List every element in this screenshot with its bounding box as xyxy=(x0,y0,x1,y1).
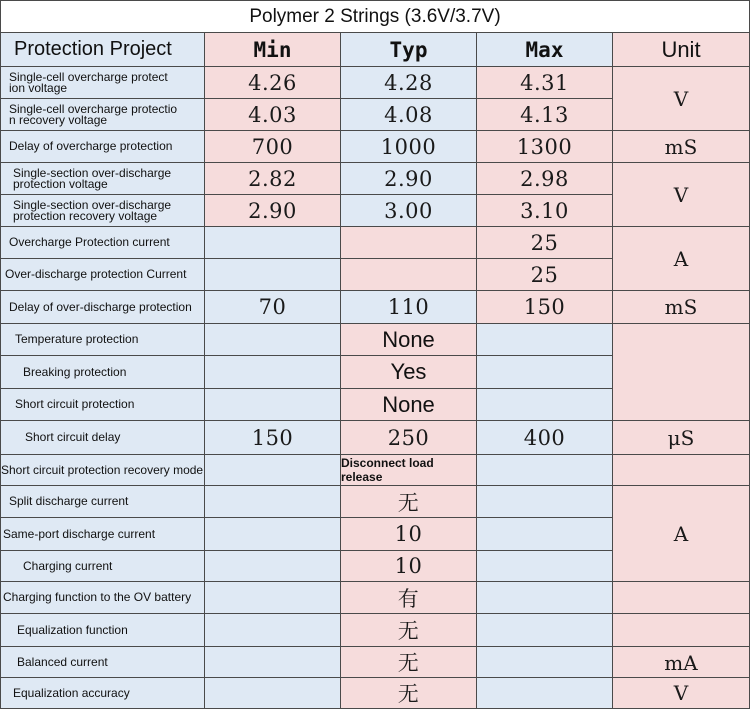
unit-cell: V xyxy=(613,67,750,131)
row-min-value: 70 xyxy=(205,291,341,324)
row-min-value xyxy=(205,582,341,614)
row-label: Over-discharge protection Current xyxy=(0,259,205,291)
row-typ-value: 10 xyxy=(341,518,477,551)
row-min-value: 150 xyxy=(205,421,341,455)
row-min-value xyxy=(205,227,341,259)
row-min-value xyxy=(205,389,341,421)
unit-cell: A xyxy=(613,486,750,582)
row-max-value xyxy=(477,551,613,582)
row-min-value xyxy=(205,614,341,647)
row-max-value xyxy=(477,486,613,518)
row-label: Charging function to the OV battery xyxy=(0,582,205,614)
row-max-value xyxy=(477,389,613,421)
row-min-value: 4.26 xyxy=(205,67,341,99)
row-min-value: 700 xyxy=(205,131,341,163)
row-typ-value: 4.28 xyxy=(341,67,477,99)
row-max-value: 25 xyxy=(477,259,613,291)
unit-cell xyxy=(613,324,750,421)
unit-cell: mS xyxy=(613,131,750,163)
row-typ-value: 无 xyxy=(341,486,477,518)
row-min-value xyxy=(205,259,341,291)
unit-cell: μS xyxy=(613,421,750,455)
row-label: Breaking protection xyxy=(0,356,205,389)
unit-cell: V xyxy=(613,678,750,709)
row-typ-value: 3.00 xyxy=(341,195,477,227)
row-typ-value: 110 xyxy=(341,291,477,324)
unit-cell: V xyxy=(613,163,750,227)
row-typ-value: 无 xyxy=(341,647,477,678)
row-min-value: 2.90 xyxy=(205,195,341,227)
header-min: Min xyxy=(205,33,341,67)
row-label: Delay of overcharge protection xyxy=(0,131,205,163)
row-max-value xyxy=(477,582,613,614)
row-min-value xyxy=(205,551,341,582)
row-label: Overcharge Protection current xyxy=(0,227,205,259)
table-title: Polymer 2 Strings (3.6V/3.7V) xyxy=(0,0,750,33)
row-label: Single-cell overcharge protect ion voltage xyxy=(0,67,205,99)
row-max-value xyxy=(477,614,613,647)
row-min-value: 2.82 xyxy=(205,163,341,195)
row-typ-value: 10 xyxy=(341,551,477,582)
row-typ-value xyxy=(341,259,477,291)
unit-cell xyxy=(613,455,750,486)
row-max-value: 400 xyxy=(477,421,613,455)
row-typ-value: Disconnect load release xyxy=(341,455,477,486)
row-typ-value: 有 xyxy=(341,582,477,614)
row-typ-value: None xyxy=(341,389,477,421)
row-label: Temperature protection xyxy=(0,324,205,356)
row-max-value: 1300 xyxy=(477,131,613,163)
row-min-value xyxy=(205,678,341,709)
unit-cell xyxy=(613,582,750,614)
header-unit: Unit xyxy=(613,33,750,67)
row-max-value: 25 xyxy=(477,227,613,259)
row-min-value xyxy=(205,356,341,389)
row-label: Same-port discharge current xyxy=(0,518,205,551)
row-min-value: 4.03 xyxy=(205,99,341,131)
row-label: Split discharge current xyxy=(0,486,205,518)
row-label: Short circuit protection xyxy=(0,389,205,421)
row-typ-value: Yes xyxy=(341,356,477,389)
row-max-value xyxy=(477,356,613,389)
row-typ-value: 4.08 xyxy=(341,99,477,131)
row-typ-value xyxy=(341,227,477,259)
row-typ-value: 250 xyxy=(341,421,477,455)
row-typ-value: None xyxy=(341,324,477,356)
row-min-value xyxy=(205,455,341,486)
row-label: Equalization function xyxy=(0,614,205,647)
row-min-value xyxy=(205,486,341,518)
row-label: Short circuit protection recovery mode xyxy=(0,455,205,486)
row-max-value xyxy=(477,324,613,356)
row-max-value: 150 xyxy=(477,291,613,324)
unit-cell xyxy=(613,614,750,647)
row-min-value xyxy=(205,324,341,356)
row-max-value xyxy=(477,518,613,551)
header-typ: Typ xyxy=(341,33,477,67)
row-label: Equalization accuracy xyxy=(0,678,205,709)
row-max-value: 4.13 xyxy=(477,99,613,131)
row-max-value xyxy=(477,678,613,709)
row-label: Single-cell overcharge protectio n recovery voltage xyxy=(0,99,205,131)
row-typ-value: 无 xyxy=(341,678,477,709)
header-max: Max xyxy=(477,33,613,67)
row-typ-value: 2.90 xyxy=(341,163,477,195)
row-typ-value: 无 xyxy=(341,614,477,647)
row-max-value: 3.10 xyxy=(477,195,613,227)
unit-cell: mS xyxy=(613,291,750,324)
unit-cell: A xyxy=(613,227,750,291)
row-min-value xyxy=(205,518,341,551)
row-label: Balanced current xyxy=(0,647,205,678)
row-label: Charging current xyxy=(0,551,205,582)
row-max-value: 4.31 xyxy=(477,67,613,99)
row-label: Short circuit delay xyxy=(0,421,205,455)
header-project: Protection Project xyxy=(0,33,205,67)
row-label: Single-section over-discharge protection recovery voltage xyxy=(0,195,205,227)
row-max-value xyxy=(477,455,613,486)
row-label: Single-section over-discharge protection voltage xyxy=(0,163,205,195)
unit-cell: mA xyxy=(613,647,750,678)
row-max-value: 2.98 xyxy=(477,163,613,195)
row-label: Delay of over-discharge protection xyxy=(0,291,205,324)
row-typ-value: 1000 xyxy=(341,131,477,163)
row-max-value xyxy=(477,647,613,678)
row-min-value xyxy=(205,647,341,678)
